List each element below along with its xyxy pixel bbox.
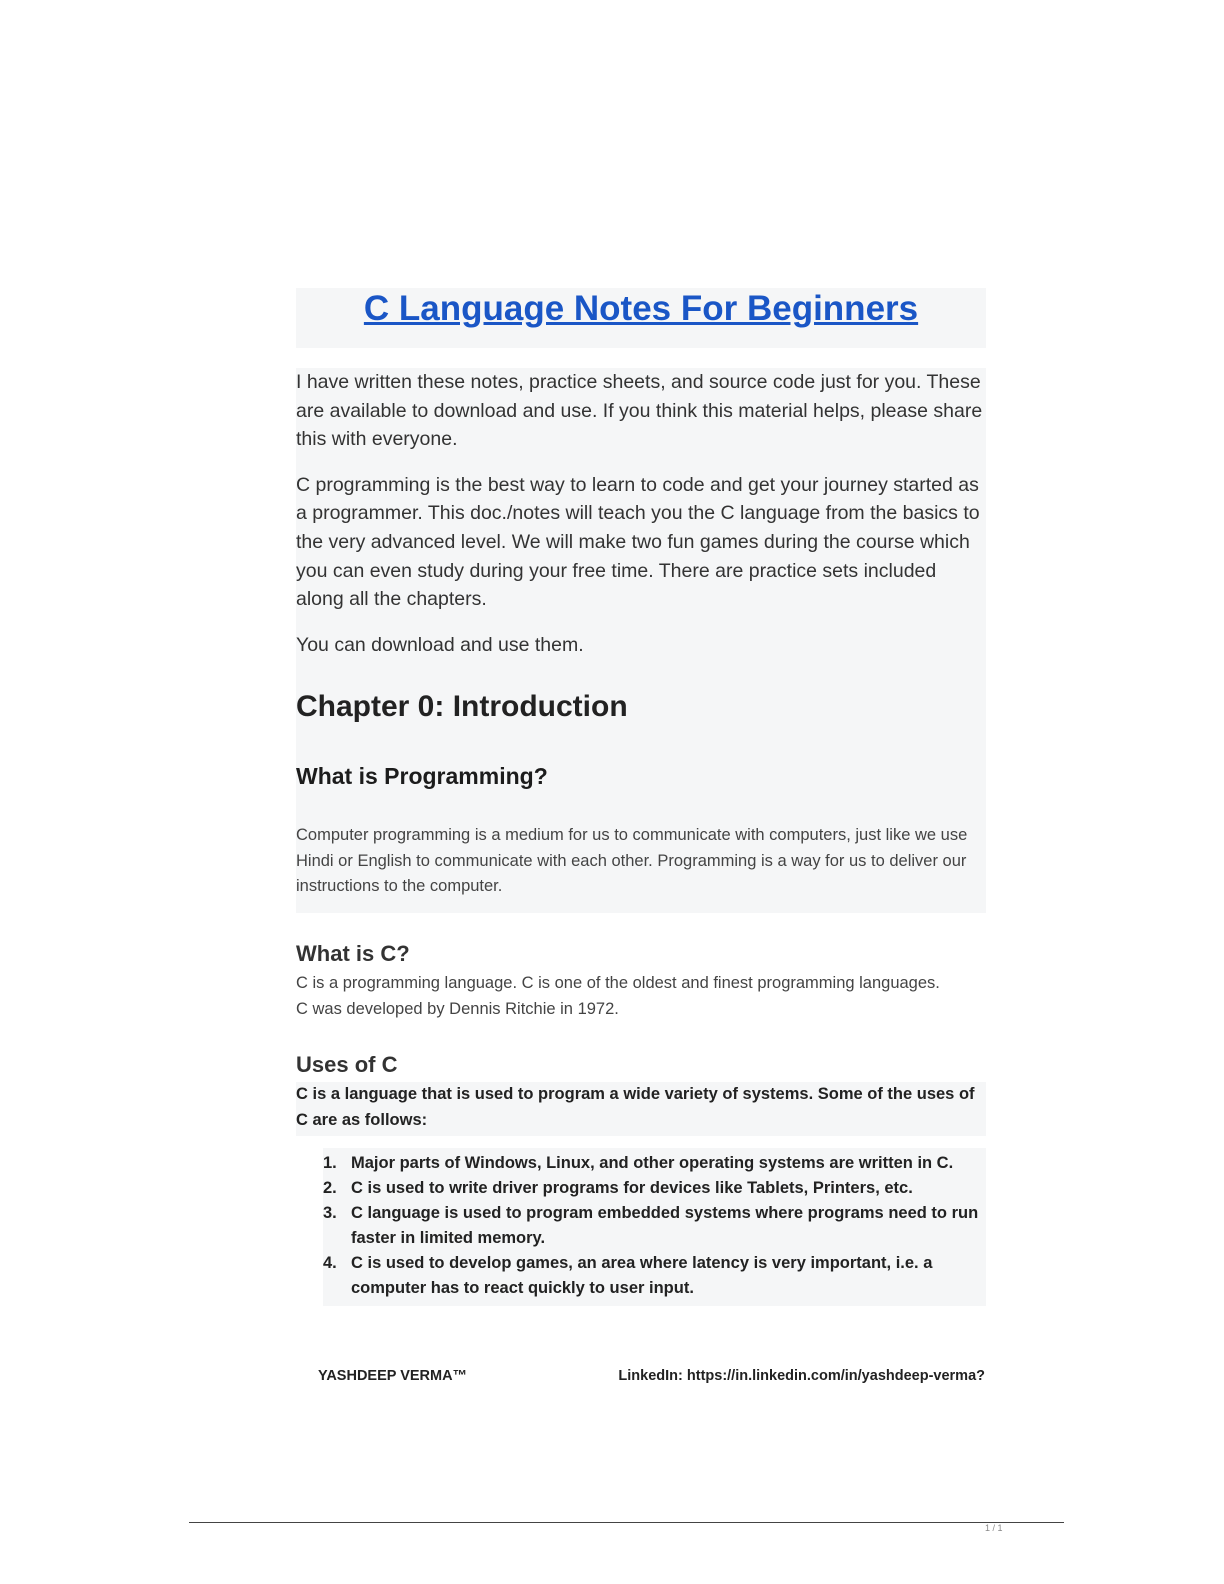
list-item: 2. C is used to write driver programs for devices like Tablets, Printers, etc. [323, 1179, 913, 1197]
footer-author: YASHDEEP VERMA™ [318, 1368, 468, 1384]
what-is-programming-body: Computer programming is a medium for us to communicate with computers, just like we use Hindi or English to communicate with each other. Programming is a way for us to deliver our instructions to the computer. [296, 826, 968, 895]
footer-linkedin-link[interactable]: LinkedIn: https://in.linkedin.com/in/yashdeep-verma? [618, 1368, 985, 1384]
page-marker: 1 / 1 [985, 1523, 1003, 1533]
list-item: 4. C is used to develop games, an area where latency is very important, i.e. a computer has to react quickly to user input. [323, 1254, 933, 1297]
intro-paragraph-3: You can download and use them. [296, 633, 584, 656]
intro-section [296, 368, 988, 659]
what-is-programming-heading: What is Programming? [296, 763, 548, 789]
list-item: 3. C language is used to program embedded systems where programs need to run faster in limited memory. [323, 1204, 979, 1247]
document-title[interactable]: C Language Notes For Beginners [363, 289, 919, 328]
what-is-c-heading: What is C? [296, 941, 410, 966]
page-bottom-rule [189, 1522, 1064, 1523]
uses-of-c-lead: C is a language that is used to program a wide variety of systems. Some of the uses of C are as follows: [296, 1085, 975, 1129]
what-is-c-body: C is a programming language. C is one of the oldest and finest programming languages. C was developed by Dennis Ritchie in 1972. [296, 974, 940, 1018]
intro-paragraph-1: I have written these notes, practice sheets, and source code just for you. These are available to download and use. If you think this material helps, please share this with everyone. [296, 371, 983, 451]
intro-paragraph-2: C programming is the best way to learn to code and get your journey started as a programmer. This doc./notes will teach you the C language from the basics to the very advanced level. We will make two fun games during the course which you can even study during your free time. There are practice sets included along all the chapters. [296, 473, 980, 611]
list-item: 1. Major parts of Windows, Linux, and other operating systems are written in C. [323, 1154, 954, 1172]
uses-of-c-heading: Uses of C [296, 1052, 398, 1077]
chapter-heading: Chapter 0: Introduction [296, 690, 628, 723]
uses-list [296, 1151, 986, 1301]
